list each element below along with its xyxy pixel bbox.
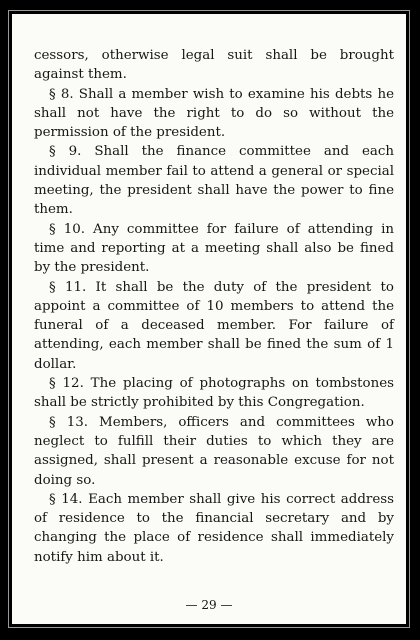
section-10: § 10. Any committee for failure of attending in time and reporting at a meeting shall also be fined by the president. xyxy=(34,221,394,276)
section-9: § 9. Shall the finance committee and each individual member fail to attend a general or special meeting, the president shall have the power to fine them. xyxy=(34,144,394,218)
body-text xyxy=(34,46,394,567)
page-number: — 29 — xyxy=(185,598,233,612)
paragraph-continuation: cessors, otherwise legal suit shall be brought against them. xyxy=(34,48,394,83)
section-11: § 11. It shall be the duty of the president to appoint a committee of 10 members to attend the funeral of a deceased member. For failure of attending, each member shall be fined the sum of 1 dollar. xyxy=(34,279,394,372)
section-14: § 14. Each member shall give his correct address of residence to the financial secretary and by changing the place of residence shall immediately notify him about it. xyxy=(34,491,394,565)
section-8: § 8. Shall a member wish to examine his debts he shall not have the right to do so without the permission of the president. xyxy=(34,86,394,141)
section-12: § 12. The placing of photographs on tombstones shall be strictly prohibited by this Congregation. xyxy=(34,376,394,411)
section-13: § 13. Members, officers and committees who neglect to fulfill their duties to which they are assigned, shall present a reasonable excuse for not doing so. xyxy=(34,414,394,488)
document-page xyxy=(12,14,406,624)
